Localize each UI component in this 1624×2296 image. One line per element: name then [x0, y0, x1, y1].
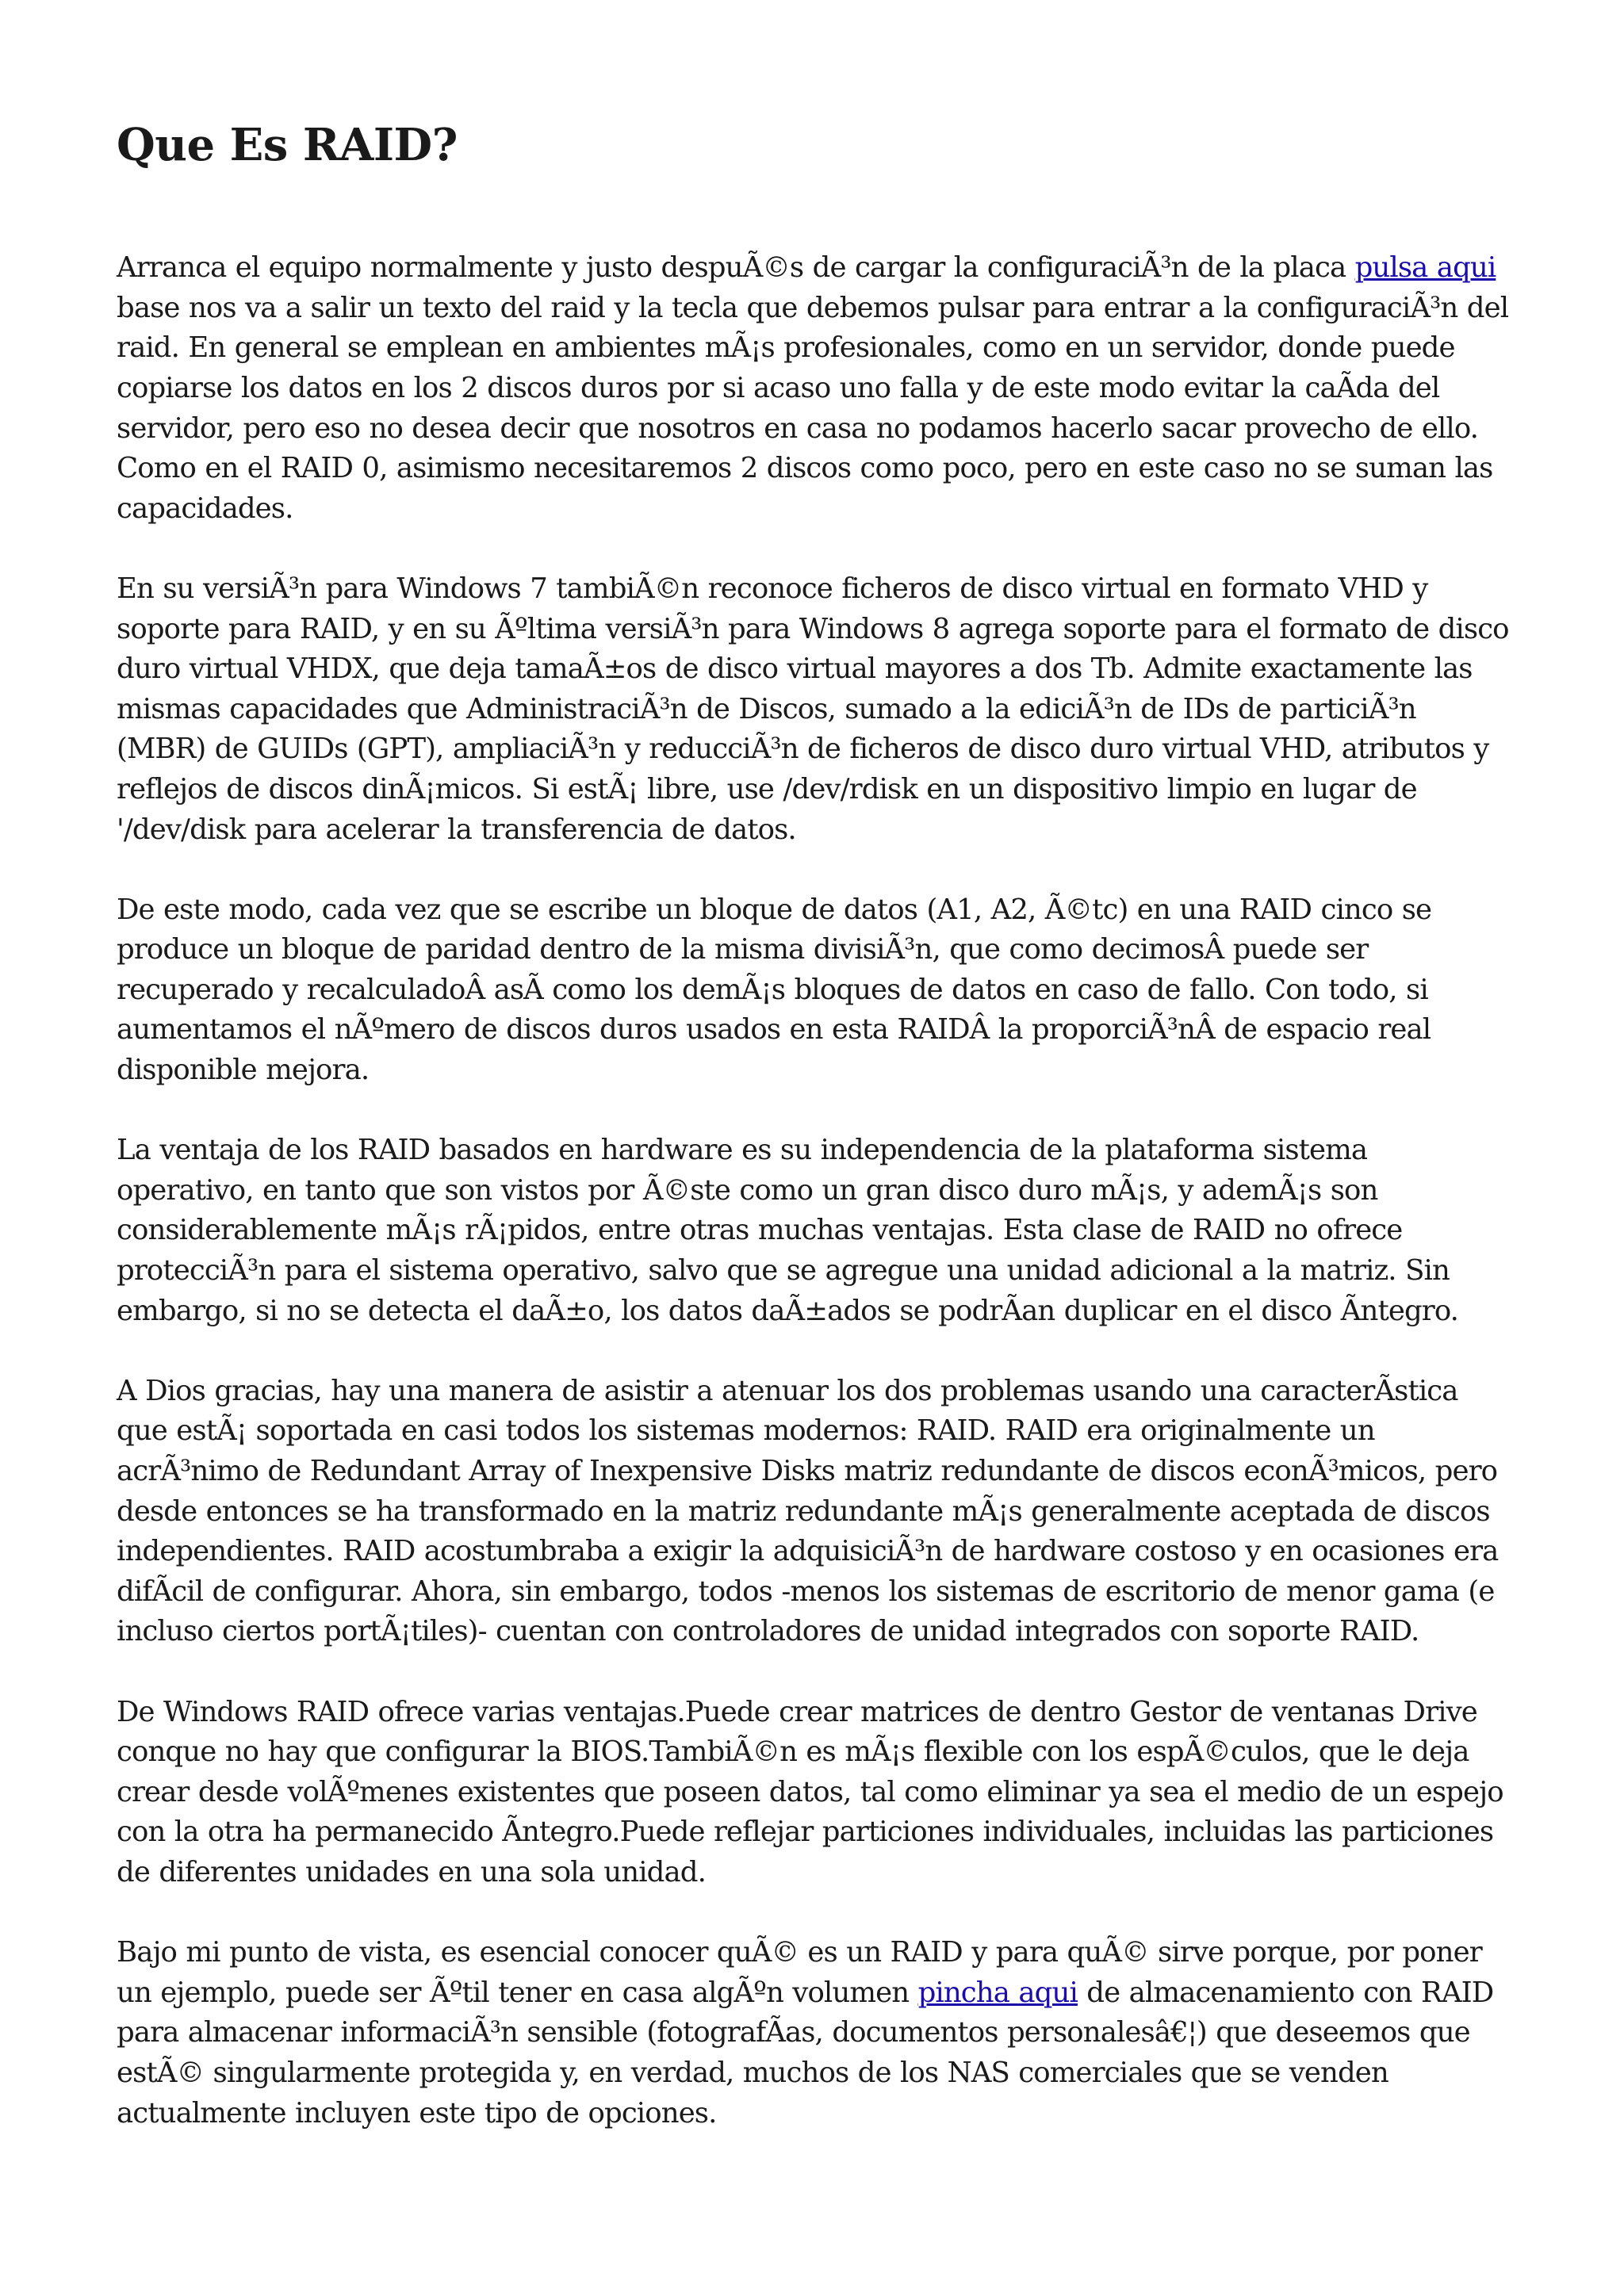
paragraph-3: De este modo, cada vez que se escribe un bloque de datos (A1, A2, Ã©tc) en una RAID cinco se produce un bloque de paridad dentro de la misma divisiÃ³n, que como decimosÂ puede ser recuperado y recalculadoÂ asÃ como los demÃ¡s bloques de datos en caso de fallo. Con todo, si aumentamos el nÃºmero de discos duros usados en esta RAIDÂ la proporciÃ³nÂ de espacio real disponible mejora. [117, 893, 1432, 1087]
pulsa-aqui-link[interactable]: pulsa aqui [1354, 251, 1496, 285]
paragraph-7 [117, 1933, 1512, 2133]
paragraph-1 [117, 248, 1512, 529]
paragraph-1-text-after: base nos va a salir un texto del raid y la tecla que debemos pulsar para entrar a la configuraciÃ³n del raid. En general se emplean en ambientes mÃ¡s profesionales, como en un servidor, donde puede copiarse los datos en los 2 discos duros por si acaso uno falla y de este modo evitar la caÃda del servidor, pero eso no desea decir que nosotros en casa no podamos hacerlo sacar provecho de ello. Como en el RAID 0, asimismo necesitaremos 2 discos como poco, pero en este caso no se suman las capacidades. [117, 291, 1509, 525]
paragraph-5: A Dios gracias, hay una manera de asistir a atenuar los dos problemas usando una caracterÃstica que estÃ¡ soportada en casi todos los sistemas modernos: RAID. RAID era originalmente un acrÃ³nimo de Redundant Array of Inexpensive Disks matriz redundante de discos econÃ³micos, pero desde entonces se ha transformado en la matriz redundante mÃ¡s generalmente aceptada de discos independientes. RAID acostumbraba a exigir la adquisiciÃ³n de hardware costoso y en ocasiones era difÃcil de configurar. Ahora, sin embargo, todos -menos los sistemas de escritorio de menor gama (e incluso ciertos portÃ¡tiles)- cuentan con controladores de unidad integrados con soporte RAID. [117, 1374, 1499, 1648]
paragraph-7-text-before: Bajo mi punto de vista, es esencial conocer quÃ© es un RAID y para quÃ© sirve porque, por poner un ejemplo, puede ser Ãºtil tener en casa algÃºn volumen [117, 1936, 1482, 2009]
paragraph-4: La ventaja de los RAID basados en hardware es su independencia de la plataforma sistema operativo, en tanto que son vistos por Ã©ste como un gran disco duro mÃ¡s, y ademÃ¡s son considerablemente mÃ¡s rÃ¡pidos, entre otras muchas ventajas. Esta clase de RAID no ofrece protecciÃ³n para el sistema operativo, salvo que se agregue una unidad adicional a la matriz. Sin embargo, si no se detecta el daÃ±o, los datos daÃ±ados se podrÃan duplicar en el disco Ãntegro. [117, 1134, 1459, 1327]
page-title: Que Es RAID? [117, 119, 458, 171]
article [117, 119, 1512, 2174]
paragraph-2: En su versiÃ³n para Windows 7 tambiÃ©n reconoce ficheros de disco virtual en formato VHD y soporte para RAID, y en su Ãºltima versiÃ³n para Windows 8 agrega soporte para el formato de disco duro virtual VHDX, que deja tamaÃ±os de disco virtual mayores a dos Tb. Admite exactamente las mismas capacidades que AdministraciÃ³n de Discos, sumado a la ediciÃ³n de IDs de particiÃ³n (MBR) de GUIDs (GPT), ampliaciÃ³n y reducciÃ³n de ficheros de disco duro virtual VHD, atributos y reflejos de discos dinÃ¡micos. Si estÃ¡ libre, use /dev/rdisk en un dispositivo limpio en lugar de '/dev/disk para acelerar la transferencia de datos. [117, 572, 1509, 846]
pincha-aqui-link[interactable]: pincha aqui [917, 1976, 1078, 2009]
paragraph-6: De Windows RAID ofrece varias ventajas.Puede crear matrices de dentro Gestor de ventanas Drive conque no hay que configurar la BIOS.TambiÃ©n es mÃ¡s flexible con los espÃ©culos, que le deja crear desde volÃºmenes existentes que poseen datos, tal como eliminar ya sea el medio de un espejo con la otra ha permanecido Ãntegro.Puede reflejar particiones individuales, incluidas las particiones de diferentes unidades en una sola unidad. [117, 1695, 1503, 1888]
paragraph-7-text-after: de almacenamiento con RAID para almacenar informaciÃ³n sensible (fotografÃas, documentos personalesâ€¦) que deseemos que estÃ© singularmente protegida y, en verdad, muchos de los NAS comerciales que se venden actualmente incluyen este tipo de opciones. [117, 1976, 1494, 2130]
paragraph-1-text-before: Arranca el equipo normalmente y justo despuÃ©s de cargar la configuraciÃ³n de la placa [117, 251, 1355, 285]
